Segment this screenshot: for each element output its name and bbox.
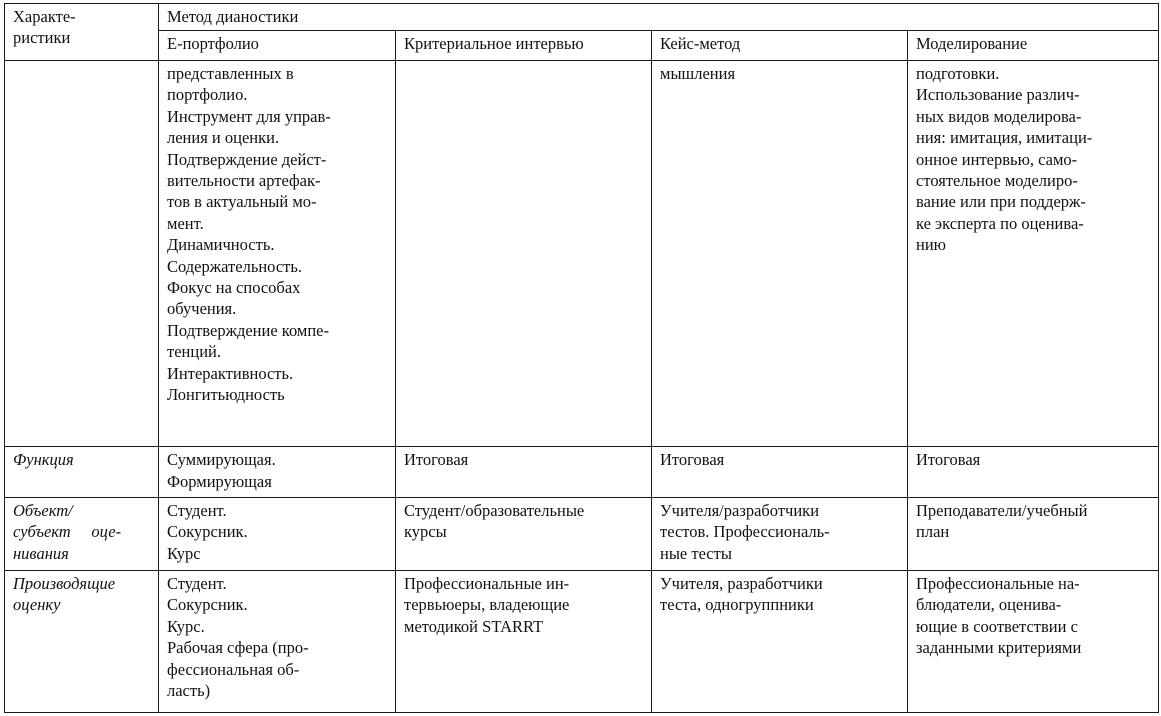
cell-modeling: Преподаватели/учебный план: [908, 498, 1159, 571]
table-row: [5, 571, 1159, 713]
row-label-evaluators: Производящие оценку: [5, 571, 159, 713]
header-modeling: Моделирование: [908, 31, 1159, 61]
row-label-continued: [5, 61, 159, 447]
cell-criterial-interview: Студент/образовательные курсы: [396, 498, 652, 571]
cell-eportfolio: Суммирующая. Формирующая: [159, 447, 396, 498]
cell-case-method: мышления: [652, 61, 908, 447]
cell-case-method: Учителя, разработчики теста, одногруппники: [652, 571, 908, 713]
methods-table: [4, 3, 1159, 713]
cell-modeling: Профессиональные на- блюдатели, оценива- ющие в соответствии с заданными критериями: [908, 571, 1159, 713]
header-eportfolio: Е-портфолио: [159, 31, 396, 61]
header-characteristics: Характе- ристики: [5, 4, 159, 61]
cell-criterial-interview: Профессиональные ин- тервьюеры, владеющие методикой STARRT: [396, 571, 652, 713]
row-label-function: Функция: [5, 447, 159, 498]
table-row: [5, 498, 1159, 571]
table-row: [5, 61, 1159, 447]
header-criterial-interview: Критериальное интервью: [396, 31, 652, 61]
table-row: [5, 447, 1159, 498]
cell-eportfolio: Студент. Сокурсник. Курс: [159, 498, 396, 571]
header-case-method: Кейс-метод: [652, 31, 908, 61]
cell-modeling: Итоговая: [908, 447, 1159, 498]
cell-criterial-interview: Итоговая: [396, 447, 652, 498]
header-method-group: Метод дианостики: [159, 4, 1159, 31]
cell-eportfolio: Студент. Сокурсник. Курс. Рабочая сфера (про- фессиональная об- ласть): [159, 571, 396, 713]
row-label-object-subject: Объект/ субъект оце- нивания: [5, 498, 159, 571]
cell-modeling: подготовки. Использование различ- ных видов моделирова- ния: имитация, имитаци- онное интервью, само- стоятельное моделиро- вание или при поддерж- ке эксперта по оценива- нию: [908, 61, 1159, 447]
cell-case-method: Итоговая: [652, 447, 908, 498]
cell-criterial-interview: [396, 61, 652, 447]
cell-case-method: Учителя/разработчики тестов. Профессиональ- ные тесты: [652, 498, 908, 571]
cell-eportfolio: представленных в портфолио. Инструмент для управ- ления и оценки. Подтверждение дейст- вительности артефак- тов в актуальный мо- мент. Динамичность. Содержательность. Фокус на способах обучения. Подтверждение компе- тенций. Интерактивность. Лонгитьюдность: [159, 61, 396, 447]
